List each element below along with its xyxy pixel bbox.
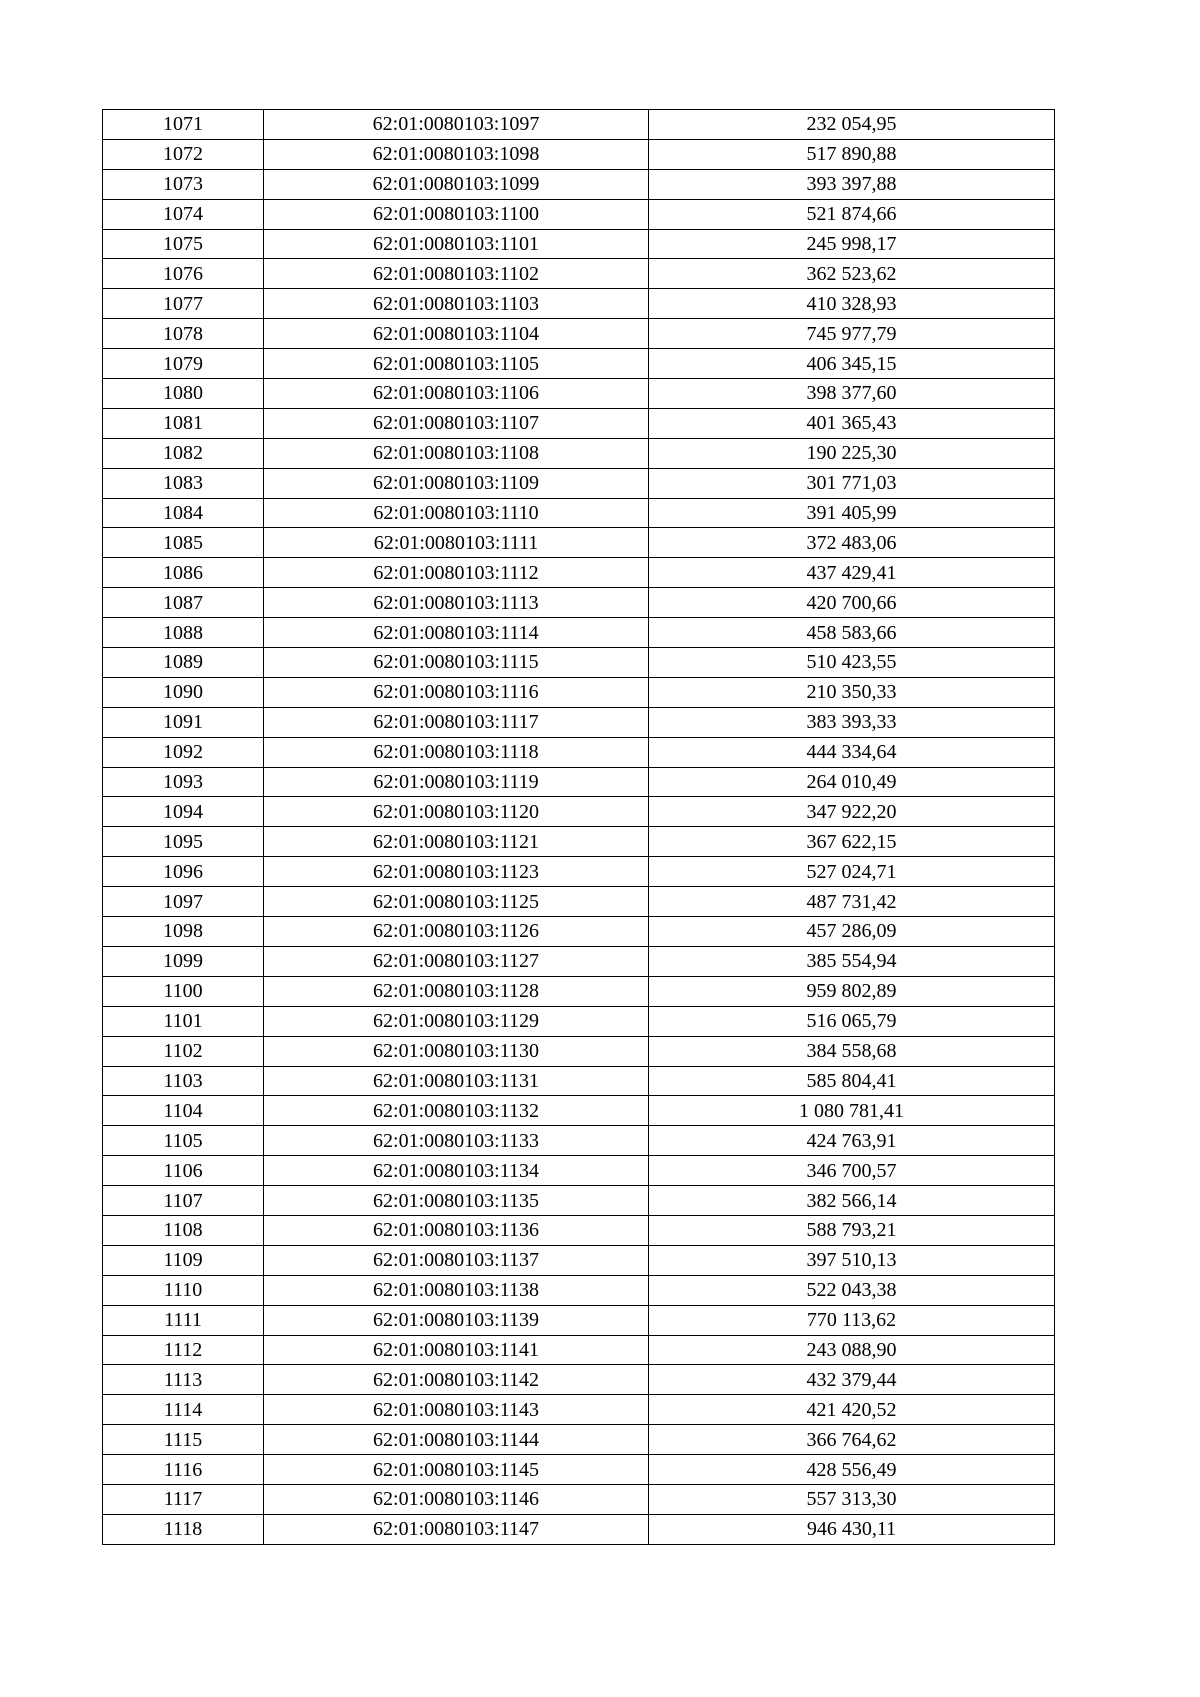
row-number-cell: 1110: [103, 1275, 264, 1305]
table-row: [103, 558, 1055, 588]
table-body: [103, 110, 1055, 1545]
table-row: [103, 349, 1055, 379]
cadastral-number-cell: 62:01:0080103:1132: [264, 1096, 649, 1126]
cadastral-value-cell: 391 405,99: [649, 498, 1055, 528]
row-number-cell: 1112: [103, 1335, 264, 1365]
row-number-cell: 1095: [103, 827, 264, 857]
row-number-cell: 1097: [103, 887, 264, 917]
row-number-cell: 1113: [103, 1365, 264, 1395]
row-number-cell: 1104: [103, 1096, 264, 1126]
cadastral-value-cell: 264 010,49: [649, 767, 1055, 797]
table-row: [103, 528, 1055, 558]
cadastral-value-cell: 232 054,95: [649, 110, 1055, 140]
cadastral-value-cell: 372 483,06: [649, 528, 1055, 558]
cadastral-number-cell: 62:01:0080103:1111: [264, 528, 649, 558]
table-row: [103, 1395, 1055, 1425]
row-number-cell: 1076: [103, 259, 264, 289]
cadastral-value-cell: 384 558,68: [649, 1036, 1055, 1066]
row-number-cell: 1087: [103, 588, 264, 618]
cadastral-number-cell: 62:01:0080103:1123: [264, 857, 649, 887]
cadastral-value-cell: 585 804,41: [649, 1066, 1055, 1096]
cadastral-number-cell: 62:01:0080103:1116: [264, 677, 649, 707]
cadastral-value-cell: 457 286,09: [649, 917, 1055, 947]
table-row: [103, 797, 1055, 827]
row-number-cell: 1084: [103, 498, 264, 528]
cadastral-number-cell: 62:01:0080103:1104: [264, 319, 649, 349]
row-number-cell: 1092: [103, 737, 264, 767]
cadastral-number-cell: 62:01:0080103:1108: [264, 438, 649, 468]
cadastral-number-cell: 62:01:0080103:1114: [264, 618, 649, 648]
cadastral-number-cell: 62:01:0080103:1115: [264, 648, 649, 678]
table-row: [103, 917, 1055, 947]
cadastral-value-cell: 406 345,15: [649, 349, 1055, 379]
cadastral-value-cell: 946 430,11: [649, 1514, 1055, 1544]
cadastral-number-cell: 62:01:0080103:1134: [264, 1156, 649, 1186]
cadastral-value-cell: 557 313,30: [649, 1484, 1055, 1514]
row-number-cell: 1094: [103, 797, 264, 827]
cadastral-value-cell: 437 429,41: [649, 558, 1055, 588]
cadastral-value-cell: 421 420,52: [649, 1395, 1055, 1425]
row-number-cell: 1099: [103, 946, 264, 976]
row-number-cell: 1091: [103, 707, 264, 737]
cadastral-value-cell: 1 080 781,41: [649, 1096, 1055, 1126]
row-number-cell: 1081: [103, 408, 264, 438]
cadastral-value-cell: 424 763,91: [649, 1126, 1055, 1156]
row-number-cell: 1072: [103, 139, 264, 169]
cadastral-value-cell: 393 397,88: [649, 169, 1055, 199]
table-row: [103, 169, 1055, 199]
cadastral-value-cell: 770 113,62: [649, 1305, 1055, 1335]
table-row: [103, 1126, 1055, 1156]
cadastral-value-cell: 588 793,21: [649, 1215, 1055, 1245]
table-row: [103, 1006, 1055, 1036]
cadastral-number-cell: 62:01:0080103:1100: [264, 199, 649, 229]
cadastral-number-cell: 62:01:0080103:1145: [264, 1455, 649, 1485]
table-row: [103, 1514, 1055, 1544]
cadastral-number-cell: 62:01:0080103:1139: [264, 1305, 649, 1335]
table-row: [103, 1186, 1055, 1216]
row-number-cell: 1075: [103, 229, 264, 259]
cadastral-number-cell: 62:01:0080103:1110: [264, 498, 649, 528]
row-number-cell: 1117: [103, 1484, 264, 1514]
cadastral-number-cell: 62:01:0080103:1130: [264, 1036, 649, 1066]
table-row: [103, 259, 1055, 289]
cadastral-number-cell: 62:01:0080103:1126: [264, 917, 649, 947]
row-number-cell: 1096: [103, 857, 264, 887]
cadastral-number-cell: 62:01:0080103:1142: [264, 1365, 649, 1395]
cadastral-number-cell: 62:01:0080103:1107: [264, 408, 649, 438]
table-row: [103, 1275, 1055, 1305]
table-row: [103, 229, 1055, 259]
cadastral-value-cell: 398 377,60: [649, 379, 1055, 409]
row-number-cell: 1086: [103, 558, 264, 588]
table-row: [103, 1484, 1055, 1514]
row-number-cell: 1115: [103, 1425, 264, 1455]
table-row: [103, 1335, 1055, 1365]
cadastral-value-cell: 410 328,93: [649, 289, 1055, 319]
row-number-cell: 1089: [103, 648, 264, 678]
row-number-cell: 1079: [103, 349, 264, 379]
cadastral-value-cell: 510 423,55: [649, 648, 1055, 678]
table-row: [103, 1156, 1055, 1186]
row-number-cell: 1103: [103, 1066, 264, 1096]
row-number-cell: 1118: [103, 1514, 264, 1544]
row-number-cell: 1077: [103, 289, 264, 319]
cadastral-number-cell: 62:01:0080103:1099: [264, 169, 649, 199]
cadastral-number-cell: 62:01:0080103:1135: [264, 1186, 649, 1216]
table-row: [103, 737, 1055, 767]
table-row: [103, 438, 1055, 468]
cadastral-number-cell: 62:01:0080103:1131: [264, 1066, 649, 1096]
table-row: [103, 468, 1055, 498]
table-row: [103, 588, 1055, 618]
table-row: [103, 1365, 1055, 1395]
table-row: [103, 1245, 1055, 1275]
table-row: [103, 1305, 1055, 1335]
cadastral-number-cell: 62:01:0080103:1103: [264, 289, 649, 319]
row-number-cell: 1093: [103, 767, 264, 797]
cadastral-value-cell: 243 088,90: [649, 1335, 1055, 1365]
cadastral-number-cell: 62:01:0080103:1137: [264, 1245, 649, 1275]
cadastral-value-cell: 210 350,33: [649, 677, 1055, 707]
cadastral-number-cell: 62:01:0080103:1121: [264, 827, 649, 857]
row-number-cell: 1109: [103, 1245, 264, 1275]
table-row: [103, 648, 1055, 678]
table-row: [103, 887, 1055, 917]
table-row: [103, 707, 1055, 737]
cadastral-number-cell: 62:01:0080103:1098: [264, 139, 649, 169]
row-number-cell: 1088: [103, 618, 264, 648]
table-row: [103, 618, 1055, 648]
table-row: [103, 498, 1055, 528]
cadastral-number-cell: 62:01:0080103:1101: [264, 229, 649, 259]
row-number-cell: 1074: [103, 199, 264, 229]
cadastral-number-cell: 62:01:0080103:1112: [264, 558, 649, 588]
cadastral-number-cell: 62:01:0080103:1102: [264, 259, 649, 289]
cadastral-number-cell: 62:01:0080103:1144: [264, 1425, 649, 1455]
cadastral-value-cell: 521 874,66: [649, 199, 1055, 229]
cadastral-value-cell: 516 065,79: [649, 1006, 1055, 1036]
row-number-cell: 1080: [103, 379, 264, 409]
table-row: [103, 139, 1055, 169]
table-row: [103, 199, 1055, 229]
row-number-cell: 1114: [103, 1395, 264, 1425]
cadastral-number-cell: 62:01:0080103:1129: [264, 1006, 649, 1036]
cadastral-value-cell: 522 043,38: [649, 1275, 1055, 1305]
cadastral-number-cell: 62:01:0080103:1113: [264, 588, 649, 618]
table-row: [103, 319, 1055, 349]
cadastral-value-cell: 428 556,49: [649, 1455, 1055, 1485]
table-row: [103, 1425, 1055, 1455]
cadastral-value-cell: 346 700,57: [649, 1156, 1055, 1186]
cadastral-value-cell: 401 365,43: [649, 408, 1055, 438]
cadastral-number-cell: 62:01:0080103:1143: [264, 1395, 649, 1425]
cadastral-value-cell: 362 523,62: [649, 259, 1055, 289]
table-row: [103, 1096, 1055, 1126]
cadastral-number-cell: 62:01:0080103:1138: [264, 1275, 649, 1305]
row-number-cell: 1100: [103, 976, 264, 1006]
table-row: [103, 289, 1055, 319]
table-row: [103, 677, 1055, 707]
cadastral-value-table: [102, 109, 1055, 1545]
cadastral-value-cell: 366 764,62: [649, 1425, 1055, 1455]
cadastral-number-cell: 62:01:0080103:1118: [264, 737, 649, 767]
cadastral-number-cell: 62:01:0080103:1109: [264, 468, 649, 498]
cadastral-value-cell: 432 379,44: [649, 1365, 1055, 1395]
cadastral-number-cell: 62:01:0080103:1133: [264, 1126, 649, 1156]
cadastral-value-cell: 383 393,33: [649, 707, 1055, 737]
cadastral-value-cell: 517 890,88: [649, 139, 1055, 169]
cadastral-value-cell: 367 622,15: [649, 827, 1055, 857]
cadastral-value-cell: 190 225,30: [649, 438, 1055, 468]
cadastral-value-cell: 382 566,14: [649, 1186, 1055, 1216]
cadastral-number-cell: 62:01:0080103:1125: [264, 887, 649, 917]
cadastral-number-cell: 62:01:0080103:1146: [264, 1484, 649, 1514]
table-row: [103, 1215, 1055, 1245]
cadastral-number-cell: 62:01:0080103:1117: [264, 707, 649, 737]
cadastral-value-cell: 959 802,89: [649, 976, 1055, 1006]
row-number-cell: 1111: [103, 1305, 264, 1335]
cadastral-number-cell: 62:01:0080103:1106: [264, 379, 649, 409]
row-number-cell: 1083: [103, 468, 264, 498]
table-row: [103, 408, 1055, 438]
row-number-cell: 1085: [103, 528, 264, 558]
table-row: [103, 857, 1055, 887]
row-number-cell: 1102: [103, 1036, 264, 1066]
table-row: [103, 827, 1055, 857]
row-number-cell: 1090: [103, 677, 264, 707]
row-number-cell: 1073: [103, 169, 264, 199]
cadastral-number-cell: 62:01:0080103:1105: [264, 349, 649, 379]
row-number-cell: 1105: [103, 1126, 264, 1156]
cadastral-value-cell: 245 998,17: [649, 229, 1055, 259]
row-number-cell: 1098: [103, 917, 264, 947]
table-row: [103, 976, 1055, 1006]
cadastral-value-cell: 347 922,20: [649, 797, 1055, 827]
cadastral-value-cell: 420 700,66: [649, 588, 1055, 618]
row-number-cell: 1106: [103, 1156, 264, 1186]
cadastral-number-cell: 62:01:0080103:1147: [264, 1514, 649, 1544]
cadastral-number-cell: 62:01:0080103:1119: [264, 767, 649, 797]
row-number-cell: 1108: [103, 1215, 264, 1245]
row-number-cell: 1101: [103, 1006, 264, 1036]
cadastral-value-cell: 527 024,71: [649, 857, 1055, 887]
cadastral-number-cell: 62:01:0080103:1097: [264, 110, 649, 140]
cadastral-value-cell: 487 731,42: [649, 887, 1055, 917]
table-row: [103, 1455, 1055, 1485]
row-number-cell: 1078: [103, 319, 264, 349]
cadastral-value-cell: 397 510,13: [649, 1245, 1055, 1275]
table-row: [103, 379, 1055, 409]
cadastral-value-cell: 444 334,64: [649, 737, 1055, 767]
row-number-cell: 1116: [103, 1455, 264, 1485]
row-number-cell: 1071: [103, 110, 264, 140]
cadastral-value-cell: 745 977,79: [649, 319, 1055, 349]
cadastral-number-cell: 62:01:0080103:1127: [264, 946, 649, 976]
cadastral-number-cell: 62:01:0080103:1120: [264, 797, 649, 827]
cadastral-number-cell: 62:01:0080103:1141: [264, 1335, 649, 1365]
cadastral-value-cell: 458 583,66: [649, 618, 1055, 648]
table-row: [103, 767, 1055, 797]
table-row: [103, 110, 1055, 140]
table-row: [103, 1066, 1055, 1096]
cadastral-value-cell: 385 554,94: [649, 946, 1055, 976]
table-row: [103, 1036, 1055, 1066]
cadastral-value-cell: 301 771,03: [649, 468, 1055, 498]
table-row: [103, 946, 1055, 976]
row-number-cell: 1107: [103, 1186, 264, 1216]
cadastral-number-cell: 62:01:0080103:1128: [264, 976, 649, 1006]
cadastral-number-cell: 62:01:0080103:1136: [264, 1215, 649, 1245]
row-number-cell: 1082: [103, 438, 264, 468]
